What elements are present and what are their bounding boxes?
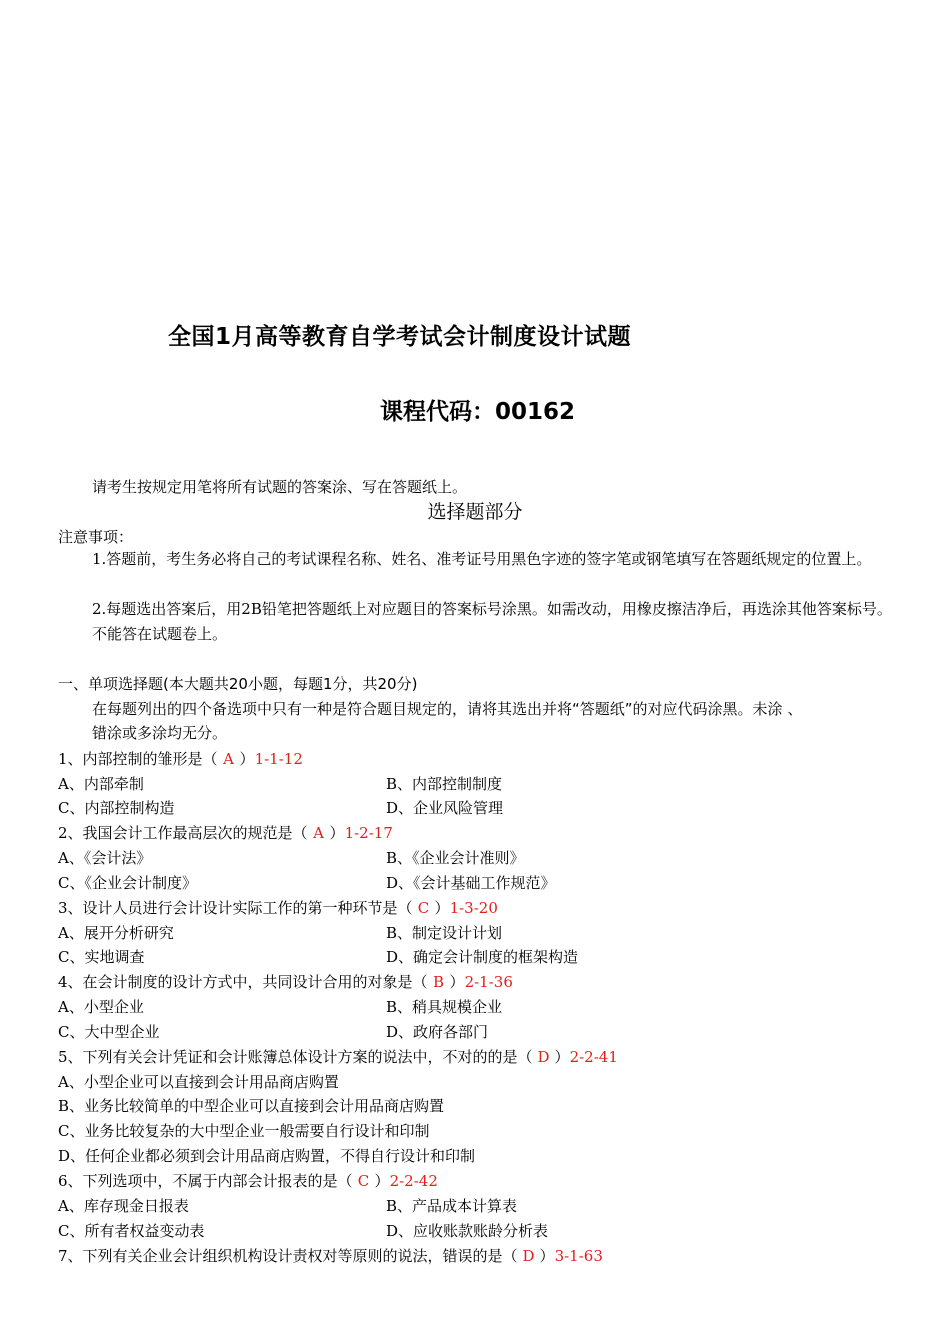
question-3-ref: 1-3-20 bbox=[449, 899, 498, 917]
question-6-option-c: C、所有者权益变动表 bbox=[58, 1222, 205, 1240]
question-1-option-d: D、企业风险管理 bbox=[386, 799, 504, 817]
answer-1: A bbox=[223, 750, 234, 768]
question-1-stem: 1、内部控制的雏形是（ A ）1-1-12 bbox=[58, 750, 303, 768]
question-4-option-b: B、稍具规模企业 bbox=[386, 998, 503, 1016]
notes-heading: 注意事项： bbox=[58, 528, 134, 546]
question-4-option-a: A、小型企业 bbox=[58, 998, 144, 1016]
question-6-stem: 6、下列选项中，不属于内部会计报表的是（ C ）2-2-42 bbox=[58, 1172, 438, 1190]
question-3-option-c: C、实地调查 bbox=[58, 948, 145, 966]
answer-7: D bbox=[522, 1247, 535, 1265]
answer-6: C bbox=[357, 1172, 370, 1190]
question-1-option-c: C、内部控制构造 bbox=[58, 799, 175, 817]
question-2-option-a: A、《会计法》 bbox=[58, 849, 152, 867]
question-5-ref: 2-2-41 bbox=[569, 1048, 618, 1066]
instruction-text: 请考生按规定用笔将所有试题的答案涂、写在答题纸上。 bbox=[92, 478, 468, 496]
question-3-option-d: D、确定会计制度的框架构造 bbox=[386, 948, 579, 966]
question-2-option-d: D、《会计基础工作规范》 bbox=[386, 874, 556, 892]
answer-3: C bbox=[417, 899, 430, 917]
question-1-ref: 1-1-12 bbox=[254, 750, 303, 768]
question-4-option-c: C、大中型企业 bbox=[58, 1023, 160, 1041]
question-4-stem: 4、在会计制度的设计方式中，共同设计合用的对象是（ B ）2-1-36 bbox=[58, 973, 513, 991]
document-title: 全国1月高等教育自学考试会计制度设计试题 bbox=[168, 324, 632, 350]
question-1-option-b: B、内部控制制度 bbox=[386, 775, 503, 793]
question-2-stem: 2、我国会计工作最高层次的规范是（ A ）1-2-17 bbox=[58, 824, 393, 842]
question-1-option-a: A、内部牵制 bbox=[58, 775, 144, 793]
question-3-option-b: B、制定设计计划 bbox=[386, 924, 503, 942]
part1-desc-line2: 错涂或多涂均无分。 bbox=[92, 724, 228, 742]
question-5-stem: 5、下列有关会计凭证和会计账簿总体设计方案的说法中，不对的的是（ D ）2-2-41 bbox=[58, 1048, 618, 1066]
question-7-stem: 7、下列有关企业会计组织机构设计责权对等原则的说法，错误的是（ D ）3-1-63 bbox=[58, 1247, 603, 1265]
question-2-option-b: B、《企业会计准则》 bbox=[386, 849, 525, 867]
question-2-ref: 1-2-17 bbox=[344, 824, 393, 842]
question-6-option-d: D、应收账款账龄分析表 bbox=[386, 1222, 549, 1240]
question-5-option-d: D、任何企业都必须到会计用品商店购置，不得自行设计和印制 bbox=[58, 1147, 476, 1165]
question-6-option-a: A、库存现金日报表 bbox=[58, 1197, 189, 1215]
question-4-ref: 2-1-36 bbox=[464, 973, 513, 991]
part1-heading: 一、单项选择题(本大题共20小题，每题1分，共20分) bbox=[58, 675, 418, 693]
question-4-option-d: D、政府各部门 bbox=[386, 1023, 489, 1041]
answer-4: B bbox=[433, 973, 445, 991]
question-5-option-b: B、业务比较简单的中型企业可以直接到会计用品商店购置 bbox=[58, 1097, 445, 1115]
answer-2: A bbox=[313, 824, 324, 842]
part1-desc-line1: 在每题列出的四个备选项中只有一种是符合题目规定的，请将其选出并将“答题纸”的对应代码涂黑。未涂 、 bbox=[92, 700, 803, 718]
question-6-ref: 2-2-42 bbox=[389, 1172, 438, 1190]
question-5-option-c: C、业务比较复杂的大中型企业一般需要自行设计和印制 bbox=[58, 1122, 430, 1140]
question-5-option-a: A、小型企业可以直接到会计用品商店购置 bbox=[58, 1073, 339, 1091]
notes-item-2: 2.每题选出答案后，用2B铅笔把答题纸上对应题目的答案标号涂黑。如需改动，用橡皮擦洁净后，再选涂其他答案标号。不能答在试题卷上。 bbox=[92, 600, 892, 643]
question-6-option-b: B、产品成本计算表 bbox=[386, 1197, 518, 1215]
question-2-option-c: C、《企业会计制度》 bbox=[58, 874, 197, 892]
question-7-ref: 3-1-63 bbox=[554, 1247, 603, 1265]
answer-5: D bbox=[537, 1048, 550, 1066]
notes-item-1: 1.答题前，考生务必将自己的考试课程名称、姓名、准考证号用黑色字迹的签字笔或钢笔填写在答题纸规定的位置上。 bbox=[92, 550, 872, 568]
question-3-stem: 3、设计人员进行会计设计实际工作的第一种环节是（ C ）1-3-20 bbox=[58, 899, 498, 917]
course-code: 课程代码：00162 bbox=[380, 399, 576, 425]
question-3-option-a: A、展开分析研究 bbox=[58, 924, 174, 942]
section-title: 选择题部分 bbox=[427, 501, 523, 523]
